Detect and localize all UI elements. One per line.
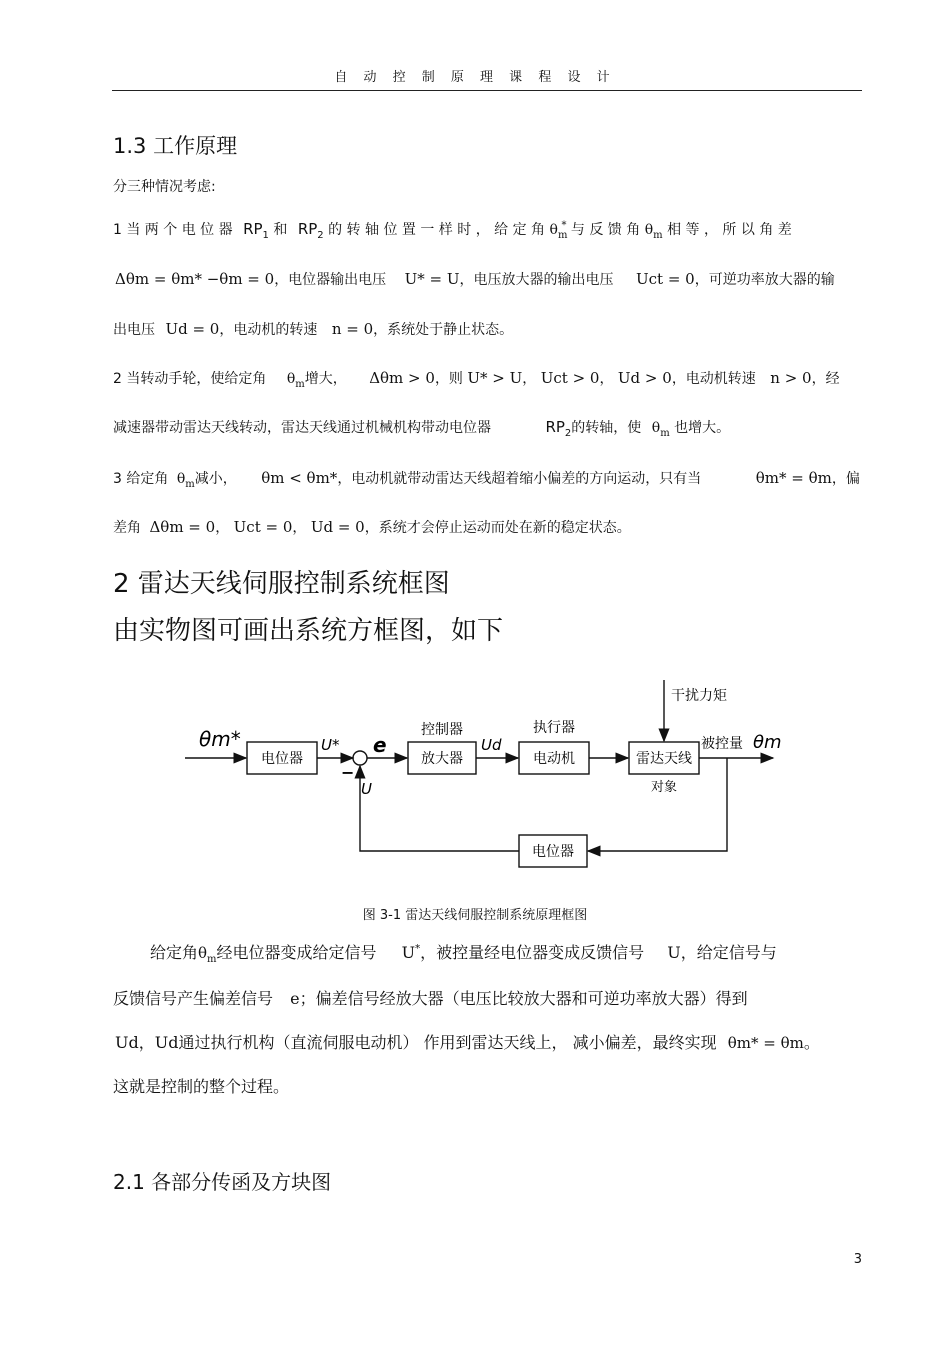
para-l1-a: 给定角 <box>150 943 199 962</box>
motor-label: 电动机 <box>533 751 575 767</box>
case1-line3-a: 出电压 <box>113 322 155 338</box>
eq-uct-zero: Uct = 0 <box>635 270 695 288</box>
case1-line1 <box>113 219 792 241</box>
para-line4: 这就是控制的整个过程。 <box>113 1077 290 1096</box>
para-l1-c: ，被控量经电位器变成反馈信号 <box>420 943 645 962</box>
rp2-b-sub: 2 <box>564 428 572 439</box>
minus-sign: − <box>341 763 355 782</box>
case1-text-d: 相 等 ， 所 以 角 差 <box>667 222 792 238</box>
case2-line1-e: ，经 <box>811 371 840 387</box>
eq-theta-equal: θm* = θm <box>755 469 832 487</box>
eq-delta-theta-pos: Δθm > 0 <box>369 369 435 387</box>
page-number: 3 <box>853 1252 862 1267</box>
section-subheading: 由实物图可画出系统方框图，如下 <box>113 616 504 646</box>
figure-caption: 图 3-1 雷达天线伺服控制系统原理框图 <box>362 908 588 923</box>
para-l1-d: ，给定信号与 <box>680 943 777 962</box>
actuator-label: 执行器 <box>533 720 575 736</box>
theta-m-star-symbol: $\theta_m$ <box>198 944 217 965</box>
plant-caption: 对象 <box>650 780 678 795</box>
running-header: 自 动 控 制 原 理 课 程 设 计 <box>334 70 616 85</box>
eq-uct-pos: Uct > 0 <box>540 369 600 387</box>
para-l3-b: 通过执行机构（直流伺服电动机） 作用到雷达天线上， 减小偏差，最终实现 <box>178 1033 717 1052</box>
eq-ud-zero-b: Ud = 0 <box>310 518 365 536</box>
block-diagram <box>175 670 795 890</box>
rp1-sub: 1 <box>262 230 269 241</box>
case1-line2-a: ，电位器输出电压 <box>274 272 387 288</box>
eq-n-zero: n = 0 <box>331 320 374 338</box>
case2-line2-a: 减速器带动雷达天线转动，雷达天线通过机械机构带动电位器 <box>113 420 491 436</box>
intro-line: 分三种情况考虑: <box>113 179 216 195</box>
eq-ustar-gt-u: U* > U <box>467 369 523 387</box>
case2-line1-a: 2 当转动手轮，使给定角 <box>113 371 267 387</box>
ustar-label: U* <box>321 736 340 754</box>
para-l2-a: 反馈信号产生偏差信号 <box>113 989 274 1008</box>
case1-line2 <box>115 269 835 289</box>
case1-line3-b: ，电动机的转速 <box>219 322 318 338</box>
case2-line1-b: 增大， <box>304 371 347 387</box>
output-caption: 被控量 <box>701 736 743 752</box>
case2-line1: 2 当转动手轮，使给定角 $\theta_m$增大， Δθm > 0，则 U* > U， Uct > 0， Ud > 0，电动机转速 n > 0，经 <box>113 369 840 390</box>
case1-text-b: 的 转 轴 位 置 一 样 时 ， 给 定 角 <box>328 222 546 238</box>
case1-line2-c: ，可逆功率放大器的输 <box>694 272 835 288</box>
u-symbol: U <box>667 943 681 962</box>
error-symbol: e <box>290 989 300 1008</box>
theta-m-star-symbol: $\theta_m$ <box>176 471 195 490</box>
rp2: RP <box>297 220 318 238</box>
eq-theta-lt: θm < θm* <box>261 469 338 487</box>
potentiometer-label: 电位器 <box>261 751 303 767</box>
output-symbol: θm <box>753 732 782 753</box>
case2-line2 <box>113 417 730 439</box>
rp2-sub: 2 <box>317 230 324 241</box>
feedback-path-right <box>588 758 727 851</box>
para-l3-c: 。 <box>803 1033 820 1052</box>
para-l2-b: ；偏差信号经放大器（电压比较放大器和可逆功率放大器）得到 <box>299 989 748 1008</box>
para-line1 <box>150 940 777 965</box>
case2-line2-c: 也增大。 <box>674 420 731 436</box>
feedback-path-left <box>360 766 519 851</box>
rp2-b: RP <box>545 418 565 436</box>
case1-line3-c: ，系统处于静止状态。 <box>373 322 514 338</box>
case2-line1-d: ，电动机转速 <box>671 371 756 387</box>
eq-uct-zero-b: Uct = 0 <box>233 518 293 536</box>
disturbance-label: 干扰力矩 <box>671 688 727 704</box>
case3-line2-a: 差角 <box>113 520 141 536</box>
feedback-u-label: U <box>361 780 372 798</box>
case3-line1-b: 减小， <box>194 471 237 487</box>
feedback-potentiometer-label: 电位器 <box>532 844 574 860</box>
case2-line1-c: ，则 <box>434 371 463 387</box>
eq-ustar-equals-u: U* = U <box>404 270 460 288</box>
para-l3-a: Ud，Ud <box>115 1033 179 1052</box>
theta-m-symbol: $\theta_m$ <box>651 420 670 439</box>
eq-n-pos: n > 0 <box>770 369 812 387</box>
eq-final: θm* = θm <box>727 1034 804 1052</box>
para-line2 <box>113 986 748 1009</box>
para-line3 <box>115 1030 820 1053</box>
case1-line3 <box>113 319 513 339</box>
header-rule <box>112 90 862 91</box>
case1-text-a: 1 当 两 个 电 位 器 <box>113 222 233 238</box>
eq-delta-theta-zero: Δθm = θm* −θm = 0 <box>115 270 275 288</box>
ud-label: Ud <box>481 736 502 754</box>
case3-line1 <box>113 468 860 490</box>
case1-line2-b: ，电压放大器的输出电压 <box>459 272 614 288</box>
case3-line1-a: 3 给定角 <box>113 471 169 487</box>
summing-junction <box>353 751 367 765</box>
case2-line2-b: 的转轴，使 <box>571 420 642 436</box>
case1-text-c: 与 反 馈 角 <box>570 222 641 238</box>
eq-ud-zero: Ud = 0 <box>165 320 220 338</box>
eq-delta-zero-b: Δθm = 0 <box>149 518 216 536</box>
ustar-symbol: U* <box>401 943 421 962</box>
plant-label: 雷达天线 <box>636 751 692 767</box>
case3-line1-d: ，偏 <box>831 471 860 487</box>
section-heading-2: 2 雷达天线伺服控制系统框图 <box>113 569 450 599</box>
theta-m-star-symbol: $\theta_m$ <box>286 371 305 390</box>
theta-m-star-symbol: $\theta_m^*$ <box>549 220 568 241</box>
theta-m-symbol: $\theta_m$ <box>644 222 663 241</box>
section-heading-2-1: 2.1 各部分传函及方块图 <box>113 1170 332 1194</box>
controller-label: 控制器 <box>421 722 463 738</box>
error-label: e <box>373 733 387 757</box>
section-heading-1-3: 1.3 工作原理 <box>113 134 238 158</box>
amplifier-label: 放大器 <box>421 751 463 767</box>
input-label: θm* <box>199 727 241 751</box>
rp1: RP <box>243 220 263 238</box>
case3-line2: 差角 Δθm = 0， Uct = 0， Ud = 0，系统才会停止运动而处在新的稳定状态。 <box>113 518 631 536</box>
para-l1-b: 经电位器变成给定信号 <box>216 943 377 962</box>
case3-line2-b: ，系统才会停止运动而处在新的稳定状态。 <box>364 520 631 536</box>
case1-and: 和 <box>273 222 288 238</box>
eq-ud-pos: Ud > 0 <box>617 369 672 387</box>
case3-line1-c: ，电动机就带动雷达天线超着缩小偏差的方向运动，只有当 <box>337 471 702 487</box>
